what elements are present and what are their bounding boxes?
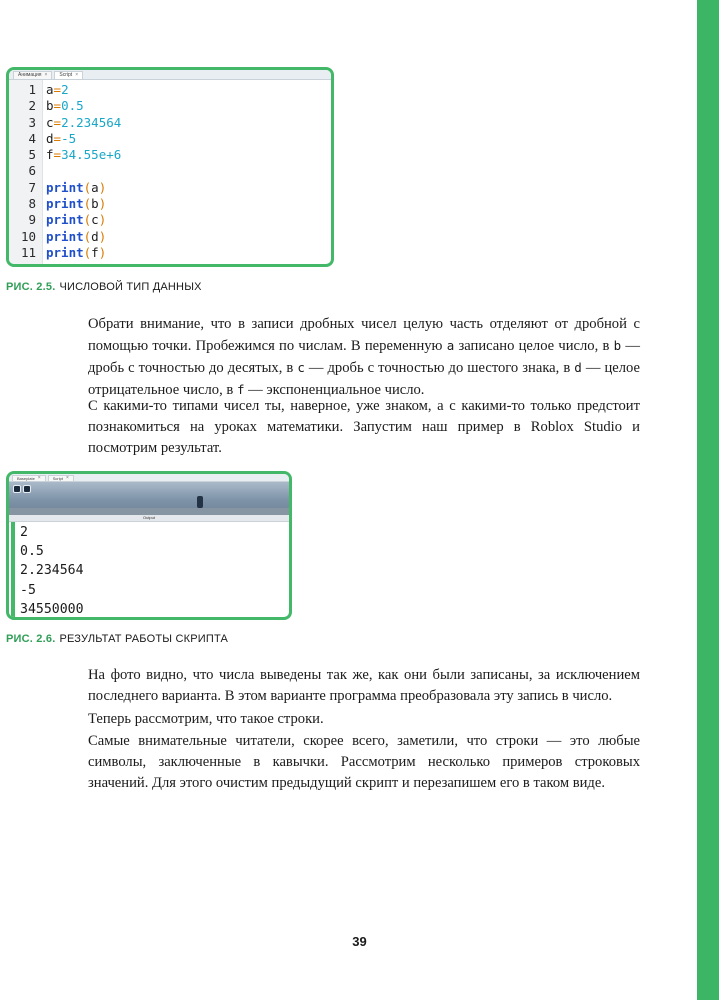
code-variable: b	[91, 196, 99, 212]
code-variable: b	[46, 98, 54, 114]
text-run: записано целое число, в	[454, 338, 614, 354]
page-number: 39	[352, 934, 367, 949]
code-operator: =	[53, 82, 62, 97]
code-paren: (	[83, 179, 92, 195]
code-number: 2	[61, 82, 69, 97]
paragraph: Самые внимательные читатели, скорее всего, заметили, что строки — это любые символы, заключенные в кавычки. Рассмотрим несколько примеров строковых значений. Для этого очистим предыдущий скрипт и перезапишем его в таком виде.	[88, 733, 640, 791]
code-number: 0.5	[61, 98, 84, 114]
tab-label: Script	[52, 476, 63, 481]
code-variable: f	[46, 147, 54, 163]
output-line: 2.234564	[20, 563, 84, 579]
code-number: 2.234564	[61, 114, 122, 130]
line-number: 9	[28, 212, 36, 228]
code-line	[46, 180, 121, 196]
inline-code: f	[236, 382, 245, 397]
code-variable: d	[46, 130, 54, 146]
figure-label: РИС. 2.6.	[6, 633, 56, 645]
code-keyword: print	[46, 212, 84, 228]
figure-caption	[6, 281, 202, 293]
code-line-empty	[46, 163, 121, 179]
code-lines	[43, 80, 121, 264]
inline-code: b	[613, 338, 622, 353]
paragraph	[88, 314, 640, 401]
code-paren: (	[83, 244, 92, 260]
code-line	[46, 131, 121, 147]
code-paren: )	[98, 212, 107, 228]
figure-caption	[6, 633, 228, 645]
code-paren: (	[83, 228, 92, 244]
line-number: 4	[28, 130, 36, 146]
studio-tab[interactable]	[12, 475, 46, 481]
output-log	[11, 522, 289, 619]
paragraph: Теперь рассмотрим, что такое строки.	[88, 711, 324, 727]
code-number: 34.55e+6	[61, 147, 122, 163]
paragraph: С какими-то типами чисел ты, наверное, уже знаком, а с какими-то только предстоит познакомиться на уроках математики. Запустим наш пример в Roblox Studio и посмотрим результат.	[88, 398, 640, 456]
code-variable: a	[46, 82, 54, 97]
code-operator: =	[53, 98, 62, 114]
code-variable: a	[91, 179, 99, 195]
editor-tab[interactable]	[13, 71, 52, 79]
output-tab-bar	[9, 474, 289, 482]
text-run: — экспоненциальное число.	[244, 382, 425, 398]
code-paren: )	[98, 179, 107, 195]
line-number: 5	[28, 147, 36, 163]
code-editor-screenshot	[6, 67, 334, 267]
output-line: 2	[20, 525, 28, 540]
output-window-screenshot	[6, 471, 292, 620]
close-icon[interactable]: ×	[37, 475, 41, 481]
inline-code: c	[297, 360, 305, 375]
code-variable: f	[91, 244, 99, 260]
close-icon[interactable]: ×	[75, 72, 79, 78]
code-area[interactable]	[9, 80, 331, 264]
close-icon[interactable]: ×	[65, 475, 69, 481]
line-number: 7	[28, 179, 36, 195]
code-variable: c	[91, 212, 99, 228]
code-variable: c	[46, 114, 54, 130]
code-variable: d	[91, 228, 99, 244]
chat-icon[interactable]	[23, 485, 31, 493]
code-operator: =	[53, 147, 62, 163]
code-line	[46, 196, 121, 212]
inline-code: a	[446, 338, 455, 353]
text-run: — дробь с точностью до десятых, в	[88, 338, 640, 376]
code-keyword: print	[46, 244, 84, 260]
code-line	[46, 115, 121, 131]
figure-title: ЧИСЛОВОЙ ТИП ДАННЫХ	[59, 281, 202, 293]
code-operator: =	[53, 114, 62, 130]
figure-title: РЕЗУЛЬТАТ РАБОТЫ СКРИПТА	[59, 633, 229, 645]
output-line: 0.5	[20, 544, 44, 560]
side-color-band	[697, 0, 719, 1000]
code-paren: )	[98, 244, 107, 260]
code-line	[46, 82, 121, 98]
line-number: 3	[28, 114, 36, 130]
code-line	[46, 229, 121, 245]
output-line: -5	[20, 582, 36, 598]
text-run: — дробь с точностью до шестого знака, в	[304, 360, 575, 376]
figure-label: РИС. 2.5.	[6, 281, 56, 293]
code-line	[46, 212, 121, 228]
studio-tab[interactable]	[48, 475, 74, 481]
code-line	[46, 147, 121, 163]
code-paren: (	[83, 196, 92, 212]
inline-code: d	[574, 360, 582, 375]
code-operator: =	[53, 130, 62, 146]
menu-icon[interactable]	[13, 485, 21, 493]
line-number: 1	[28, 82, 36, 97]
code-keyword: print	[46, 228, 84, 244]
code-paren: )	[98, 196, 107, 212]
paragraph: На фото видно, что числа выведены так же, как они были записаны, за исключением последнего варианта. В этом варианте программа преобразовала эту запись в число.	[88, 667, 640, 704]
code-paren: )	[98, 228, 107, 244]
line-number: 6	[28, 163, 36, 179]
tab-label: Script	[59, 72, 73, 78]
baseplate-ground	[9, 508, 289, 515]
text-run: Обрати внимание, что в записи дробных чисел целую часть отделяют от дробной с помощью точки. Пробежимся по числам. В переменную	[88, 316, 640, 354]
code-line	[46, 98, 121, 114]
code-paren: (	[83, 212, 92, 228]
tab-label: Анимация	[18, 72, 42, 78]
line-number: 2	[28, 98, 36, 114]
editor-tab-active[interactable]	[54, 71, 83, 79]
code-keyword: print	[46, 196, 84, 212]
game-viewport[interactable]	[9, 482, 289, 515]
output-line: 34550000	[20, 601, 84, 617]
code-number: -5	[61, 130, 77, 146]
avatar-figure	[197, 496, 203, 508]
output-panel-header: Output	[9, 515, 289, 522]
line-number: 11	[20, 244, 36, 260]
line-number: 8	[28, 196, 36, 212]
tab-label: Baseplate	[17, 476, 35, 481]
text-run: — целое отрицательное число, в	[88, 360, 640, 398]
line-number-gutter	[9, 80, 43, 264]
code-keyword: print	[46, 179, 84, 195]
line-number: 10	[20, 228, 36, 244]
code-line	[46, 245, 121, 261]
editor-tab-bar	[9, 70, 331, 80]
close-icon[interactable]: ×	[44, 72, 48, 78]
